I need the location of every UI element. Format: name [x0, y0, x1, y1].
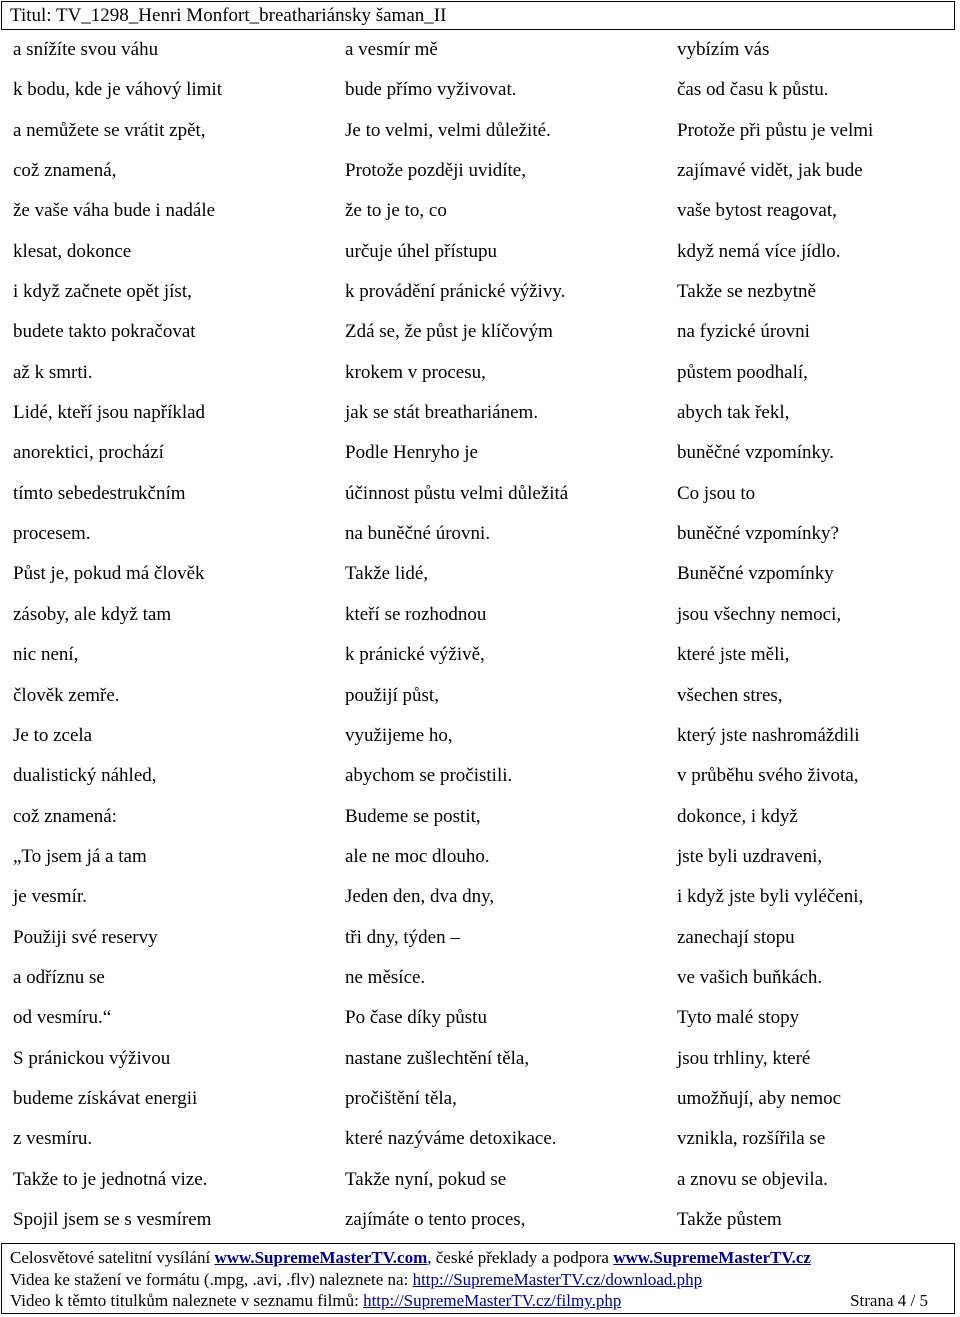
- subtitle-line: krokem v procesu,: [345, 361, 486, 383]
- subtitle-line: klesat, dokonce: [13, 240, 132, 262]
- subtitle-line: abych tak řekl,: [677, 402, 790, 424]
- subtitle-line: Protože při půstu je velmi: [677, 119, 874, 141]
- subtitle-line: na buněčné úrovni.: [345, 523, 491, 545]
- subtitle-line: že vaše váha bude i nadále: [13, 200, 216, 222]
- subtitle-line: procesem.: [13, 523, 91, 545]
- subtitle-line: který jste nashromáždili: [677, 724, 860, 746]
- subtitle-column-1: [13, 30, 333, 1240]
- subtitle-line: a odříznu se: [13, 966, 105, 988]
- subtitle-line: účinnost půstu velmi důležitá: [345, 482, 569, 504]
- supreme-master-cz-link[interactable]: www.SupremeMasterTV.cz: [613, 1248, 811, 1267]
- subtitle-line: zajímavé vidět, jak bude: [677, 160, 863, 182]
- subtitle-column-3: [677, 30, 957, 1240]
- subtitle-line: člověk zemře.: [13, 684, 120, 706]
- subtitle-line: Tyto malé stopy: [677, 1007, 800, 1029]
- subtitle-column-2: [345, 30, 665, 1240]
- footer-films-text: Video k těmto titulkům naleznete v seznamu filmů:: [10, 1291, 364, 1310]
- subtitle-line: Protože později uvidíte,: [345, 160, 526, 182]
- subtitle-line: tímto sebedestrukčním: [13, 482, 186, 504]
- subtitle-line: Takže to je jednotná vize.: [13, 1168, 208, 1190]
- subtitle-line: a vesmír mě: [345, 39, 438, 60]
- subtitle-line: pročištění těla,: [345, 1087, 457, 1109]
- subtitle-line: i když jste byli vyléčeni,: [677, 886, 864, 908]
- subtitle-line: že to je to, co: [345, 200, 447, 222]
- subtitle-line: což znamená:: [13, 805, 117, 827]
- subtitle-line: nastane zušlechtění těla,: [345, 1047, 530, 1069]
- subtitle-line: na fyzické úrovni: [677, 321, 810, 343]
- subtitle-line: i když začnete opět jíst,: [13, 281, 192, 303]
- subtitle-line: Je to zcela: [13, 724, 93, 746]
- subtitle-line: je vesmír.: [13, 886, 87, 908]
- subtitle-line: určuje úhel přístupu: [345, 240, 497, 262]
- subtitle-line: využijeme ho,: [345, 724, 453, 746]
- subtitle-line: bude přímo vyživovat.: [345, 79, 517, 101]
- subtitle-line: což znamená,: [13, 160, 117, 182]
- subtitle-line: ale ne moc dlouho.: [345, 845, 490, 867]
- document-title: Titul: TV_1298_Henri Monfort_breathariánsky šaman_II: [1, 1, 955, 30]
- subtitle-line: a nemůžete se vrátit zpět,: [13, 119, 206, 141]
- subtitle-line: Zdá se, že půst je klíčovým: [345, 321, 553, 343]
- footer-download-text: Videa ke stažení ve formátu (.mpg, .avi, .flv) naleznete na:: [10, 1269, 413, 1289]
- subtitle-line: budete takto pokračovat: [13, 321, 196, 343]
- films-link[interactable]: http://SupremeMasterTV.cz/filmy.php: [363, 1291, 622, 1310]
- subtitle-line: zásoby, ale když tam: [13, 603, 172, 625]
- subtitle-line: buněčné vzpomínky?: [677, 523, 839, 545]
- subtitle-line: když nemá více jídlo.: [677, 240, 841, 262]
- subtitle-line: zajímáte o tento proces,: [345, 1208, 526, 1230]
- subtitle-line: od vesmíru.“: [13, 1007, 112, 1029]
- download-link[interactable]: http://SupremeMasterTV.cz/download.php: [412, 1269, 703, 1289]
- subtitle-line: budeme získávat energii: [13, 1087, 198, 1109]
- subtitle-line: v průběhu svého života,: [677, 765, 859, 787]
- subtitle-line: které jste měli,: [677, 644, 790, 666]
- subtitle-line: Budeme se postit,: [345, 805, 481, 827]
- supreme-master-com-link[interactable]: www.SupremeMasterTV.com: [214, 1248, 428, 1267]
- subtitle-line: Takže se nezbytně: [677, 281, 816, 303]
- subtitle-line: vznikla, rozšířila se: [677, 1128, 826, 1150]
- subtitle-line: zanechají stopu: [677, 926, 795, 948]
- subtitle-line: Je to velmi, velmi důležité.: [345, 119, 551, 141]
- subtitle-line: až k smrti.: [13, 361, 93, 383]
- subtitle-line: ve vašich buňkách.: [677, 966, 823, 988]
- subtitle-line: vaše bytost reagovat,: [677, 200, 837, 222]
- subtitle-line: S pránickou výživou: [13, 1047, 171, 1069]
- subtitle-line: Půst je, pokud má člověk: [13, 563, 205, 585]
- subtitle-line: Takže nyní, pokud se: [345, 1168, 507, 1190]
- subtitle-line: Jeden den, dva dny,: [345, 886, 495, 908]
- subtitle-line: z vesmíru.: [13, 1128, 93, 1150]
- subtitle-line: všechen stres,: [677, 684, 783, 706]
- subtitle-line: jsou všechny nemoci,: [677, 603, 842, 625]
- footer-line-download: [10, 1269, 946, 1291]
- subtitle-line: kteří se rozhodnou: [345, 603, 487, 625]
- subtitle-line: anorektici, prochází: [13, 442, 164, 464]
- footer-line-films: [10, 1290, 946, 1312]
- subtitle-line: jsou trhliny, které: [677, 1047, 811, 1069]
- subtitle-line: Takže půstem: [677, 1208, 782, 1230]
- footer-line-broadcast: [10, 1247, 946, 1269]
- subtitle-line: Lidé, kteří jsou například: [13, 402, 206, 424]
- subtitle-line: vybízím vás: [677, 39, 770, 60]
- subtitle-line: Podle Henryho je: [345, 442, 478, 464]
- subtitle-line: nic není,: [13, 644, 79, 666]
- subtitle-line: buněčné vzpomínky.: [677, 442, 835, 464]
- subtitle-line: Použiji své reservy: [13, 926, 158, 948]
- subtitle-line: dokonce, i když: [677, 805, 798, 827]
- footer-broadcast-text: Celosvětové satelitní vysílání: [10, 1248, 215, 1267]
- subtitle-line: půstem poodhalí,: [677, 361, 808, 383]
- subtitle-line: Spojil jsem se s vesmírem: [13, 1208, 212, 1230]
- subtitle-line: a znovu se objevila.: [677, 1168, 828, 1190]
- subtitle-line: Buněčné vzpomínky: [677, 563, 834, 585]
- subtitle-line: tři dny, týden –: [345, 926, 460, 948]
- subtitle-line: ne měsíce.: [345, 966, 426, 988]
- subtitle-line: Takže lidé,: [345, 563, 429, 585]
- subtitle-line: Co jsou to: [677, 482, 756, 504]
- subtitle-line: jste byli uzdraveni,: [677, 845, 823, 867]
- subtitle-line: Po čase díky půstu: [345, 1007, 487, 1029]
- page-number: Strana 4 / 5: [850, 1291, 928, 1310]
- subtitle-line: abychom se pročistili.: [345, 765, 513, 787]
- subtitle-line: a snížíte svou váhu: [13, 39, 159, 60]
- subtitle-line: k pránické výživě,: [345, 644, 485, 666]
- subtitle-line: k provádění pránické výživy.: [345, 281, 566, 303]
- subtitle-line: k bodu, kde je váhový limit: [13, 79, 222, 101]
- subtitle-line: umožňují, aby nemoc: [677, 1087, 842, 1109]
- footer-translation-text: , české překlady a podpora: [427, 1248, 614, 1267]
- subtitle-line: dualistický náhled,: [13, 765, 157, 787]
- subtitle-line: použijí půst,: [345, 684, 439, 706]
- page-footer: [1, 1243, 955, 1314]
- subtitle-line: které nazýváme detoxikace.: [345, 1128, 557, 1150]
- subtitle-line: čas od času k půstu.: [677, 79, 829, 101]
- subtitle-line: jak se stát breathariánem.: [345, 402, 539, 424]
- subtitle-line: „To jsem já a tam: [13, 845, 147, 867]
